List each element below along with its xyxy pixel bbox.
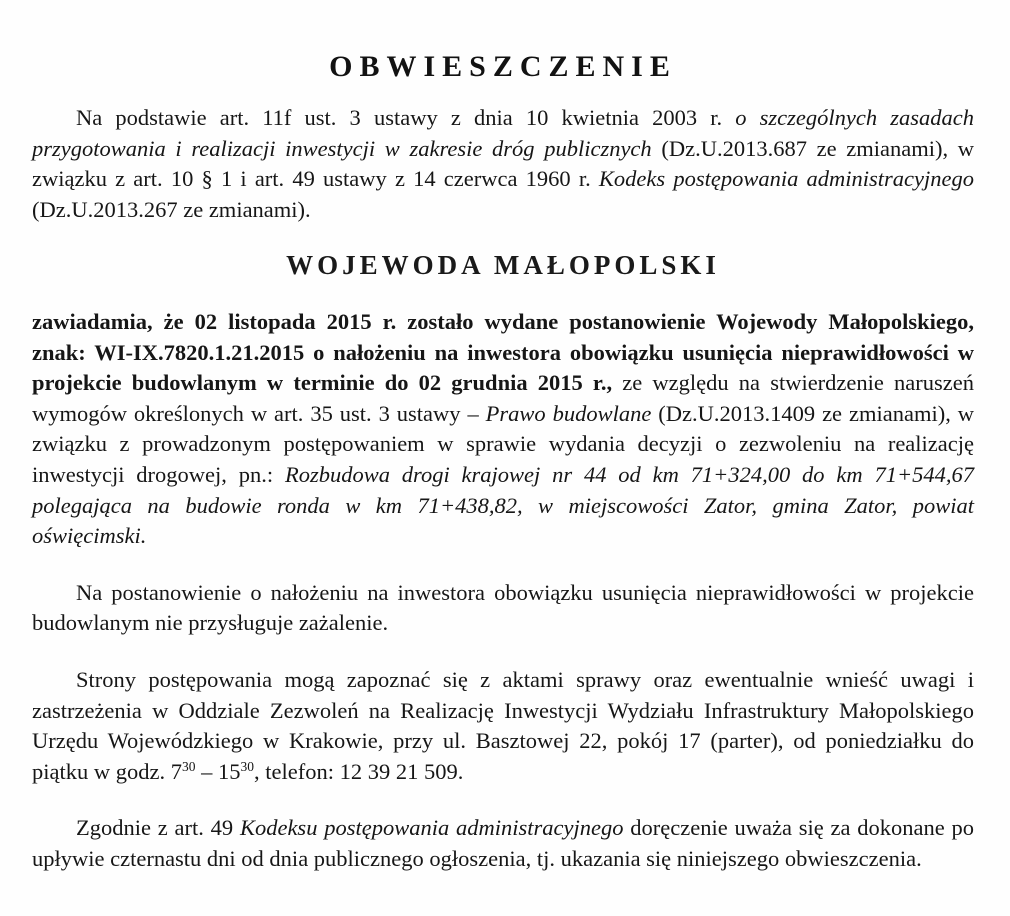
text-segment-normal: Na postanowienie o nałożeniu na inwestora obowiązku usunięcia nieprawidłowości w projekcie budowlanym nie przysługuje zażalenie. xyxy=(32,579,974,636)
no-appeal-paragraph xyxy=(32,578,974,639)
document-title: OBWIESZCZENIE xyxy=(329,50,677,83)
text-segment-normal: ze względu na stwierdzenie naruszeń wymogów określonych w art. 35 ust. 3 ustawy – xyxy=(32,370,975,426)
text-segment-normal: (Dz.U.2013.1409 ze zmianami), w związku z prowadzonym postępowaniem w sprawie wydania decyzji o zezwoleniu na realizację inwestycji drogowej, pn.: xyxy=(32,400,974,488)
text-segment-bold: zawiadamia, że 02 listopada 2015 r. zostało wydane postanowienie Wojewody Małopolskiego, znak: WI-IX.7820.1.21.2015 o nałożeniu na inwestora obowiązku usunięcia nieprawidłowości w projekcie budowlanym w terminie do 02 grudnia 2015 r., xyxy=(32,309,974,396)
text-segment-normal: – 15 xyxy=(195,758,241,784)
authority-heading: WOJEWODA MAŁOPOLSKI xyxy=(286,250,720,281)
case-access-paragraph xyxy=(32,665,974,787)
legal-basis-paragraph xyxy=(32,103,974,225)
text-segment-normal: , telefon: 12 39 21 509. xyxy=(253,758,464,784)
text-segment-normal: (Dz.U.2013.267 ze zmianami). xyxy=(32,196,311,222)
text-segment-normal: doręczenie uważa się za dokonane po upływie czternastu dni od dnia publicznego ogłoszenia, tj. ukazania się niniejszego obwieszczenia. xyxy=(32,815,974,871)
text-segment-italic: Kodeksu postępowania administracyjnego xyxy=(239,815,624,841)
text-segment-normal: Strony postępowania mogą zapoznać się z aktami sprawy oraz ewentualnie wnieść uwagi i zastrzeżenia w Oddziale Zezwoleń na Realizację Inwestycji Wydziału Infrastruktury Małopolskiego Urzędu Wojewódzkiego w Krakowie, przy ul. Basztowej 22, pokój 17 (parter), od poniedziałku do piątku w godz. 7 xyxy=(32,667,974,784)
intro-section xyxy=(32,103,974,225)
text-segment-italic: o szczególnych zasadach przygotowania i realizacji inwestycji w zakresie dróg publicznych xyxy=(32,105,974,161)
text-segment-italic: Rozbudowa drogi krajowej nr 44 od km 71+324,00 do km 71+544,67 polegająca na budowie ronda w km 71+438,82, w miejscowości Zator, gmina Zator, powiat oświęcimski. xyxy=(32,462,974,549)
text-segment-normal: Zgodnie z art. 49 xyxy=(76,815,240,841)
text-segment-sup: 30 xyxy=(181,759,196,775)
text-segment-italic: Kodeks postępowania administracyjnego xyxy=(598,166,974,192)
delivery-paragraph xyxy=(32,813,974,874)
text-segment-normal: (Dz.U.2013.687 ze zmianami), w związku z art. 10 § 1 i art. 49 ustawy z 14 czerwca 1960 r. xyxy=(32,135,975,192)
text-segment-sup: 30 xyxy=(240,759,254,775)
text-segment-normal: Na podstawie art. 11f ust. 3 ustawy z dnia 10 kwietnia 2003 r. xyxy=(76,105,736,130)
body-section xyxy=(32,307,974,875)
notice-paragraph xyxy=(32,307,974,552)
text-segment-italic: Prawo budowlane xyxy=(485,400,652,426)
